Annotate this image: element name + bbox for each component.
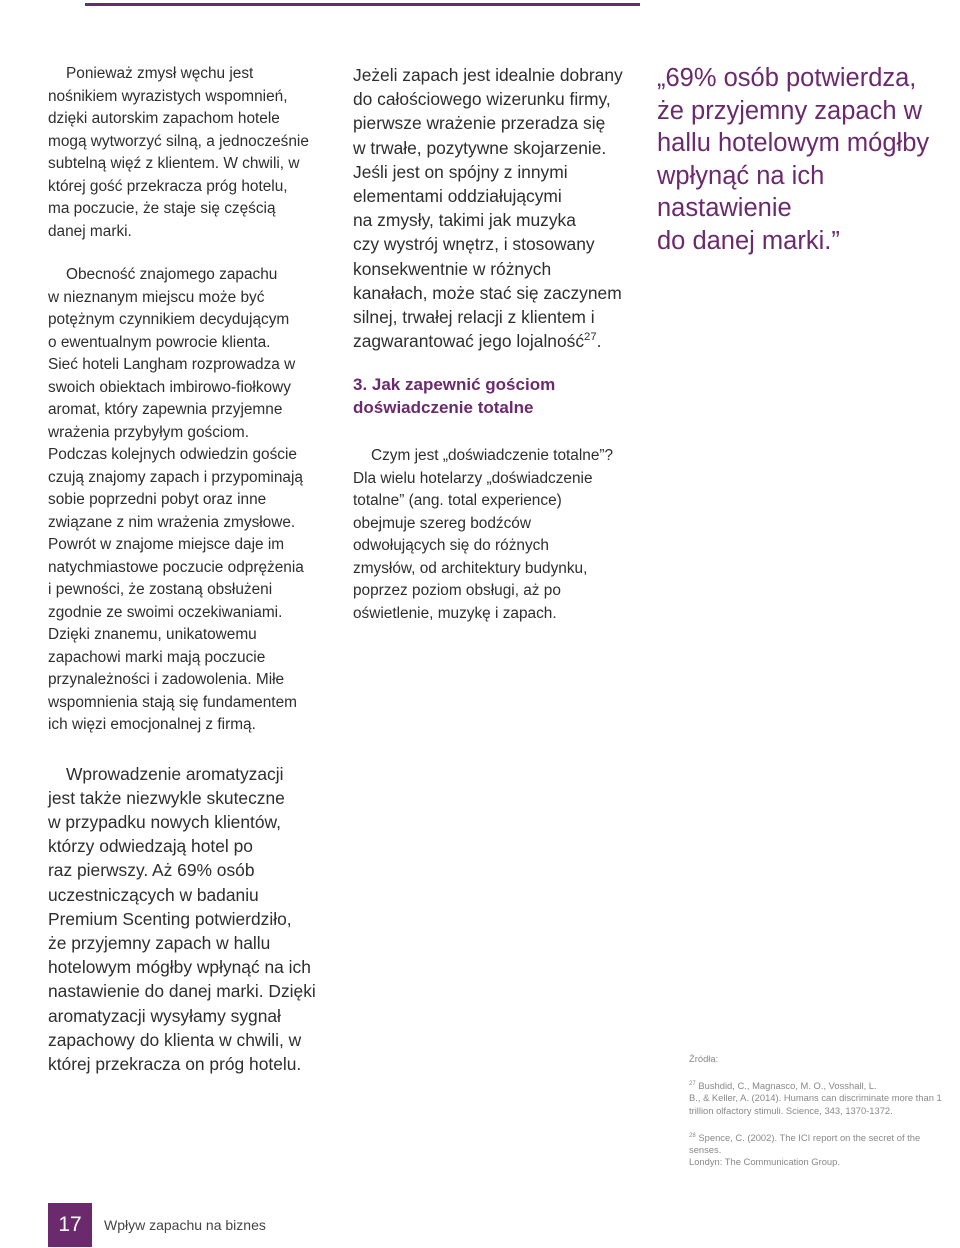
middle-paragraph-2: Czym jest „doświadczenie totalne”? Dla wielu hotelarzy „doświadczenie totalne” (ang. total experience) obejmuje szereg bodźców odwołujących się do różnych zmysłów, od architektury budynku, poprzez poziom obsługi, aż po oświetlenie, muzykę i zapach. <box>353 447 614 622</box>
left-paragraph-3: Wprowadzenie aromatyzacji jest także niezwykle skuteczne w przypadku nowych klientów, którzy odwiedzają hotel po raz pierwszy. Aż 69% osób uczestniczących w badaniu Premium Scenting potwierdziło, że przyjemny zapach w hallu hotelowym mógłby wpłynąć na ich nastawienie do danej marki. Dzięki aromatyzacji wysyłamy sygnał zapachowy do klienta w chwili, w której przekracza on próg hotelu. <box>48 763 316 1074</box>
column-middle <box>353 63 653 625</box>
sources-label: Źródła: <box>689 1053 719 1064</box>
middle-paragraph-1-end: . <box>596 331 602 352</box>
page-number: 17 <box>58 1213 82 1236</box>
left-paragraph-1: Ponieważ zmysł węchu jest nośnikiem wyrazistych wspomnień, dzięki autorskim zapachom hotele mogą wytworzyć silną, a jednocześnie subtelną więź z klientem. W chwili, w której gość przekracza próg hotelu, ma poczucie, że staje się częścią danej marki. <box>48 65 309 240</box>
pull-quote-text: „69% osób potwierdza, że przyjemny zapach w hallu hotelowym mógłby wpłynąć na ich nastawienie do danej marki.” <box>657 64 930 255</box>
pull-quote <box>657 62 960 258</box>
page-number-box <box>48 1203 92 1247</box>
section-heading: 3. Jak zapewnić gościom doświadczenie totalne <box>353 375 556 417</box>
middle-paragraph-1 <box>353 63 653 353</box>
source-28-number: 28 <box>689 1131 696 1139</box>
source-27 <box>689 1080 954 1117</box>
source-28-text: Spence, C. (2002). The ICI report on the secret of the senses. Londyn: The Communication Group. <box>689 1131 921 1168</box>
source-28 <box>689 1132 954 1169</box>
footer-title: Wpływ zapachu na biznes <box>104 1217 266 1233</box>
footnote-ref-27: 27 <box>584 331 597 344</box>
left-paragraph-2: Obecność znajomego zapachu w nieznanym miejscu może być potężnym czynnikiem decydującym o ewentualnym powrocie klienta. Sieć hoteli Langham rozprowadza w swoich obiektach imbirowo-fiołkowy aromat, który zapewnia przyjemne wrażenia przybyłym gościom. Podczas kolejnych odwiedzin goście czują znajomy zapach i przypominają sobie poprzedni pobyt oraz inne związane z nim wrażenia zmysłowe. Powrót w znajome miejsce daje im natychmiastowe poczucie odprężenia i pewności, że zostaną obsłużeni zgodnie ze swoimi oczekiwaniami. Dzięki znanemu, unikatowemu zapachowi marki mają poczucie przynależności i zadowolenia. Miłe wspomnienia stają się fundamentem ich więzi emocjonalnej z firmą. <box>48 266 304 733</box>
source-27-number: 27 <box>689 1080 696 1088</box>
top-divider <box>85 3 640 6</box>
middle-paragraph-1-text: Jeżeli zapach jest idealnie dobrany do całościowego wizerunku firmy, pierwsze wrażenie przeradza się w trwałe, pozytywne skojarzenie. Jeśli jest on spójny z innymi elementami oddziałującymi na zmysły, takimi jak muzyka czy wystrój wnętrz, i stosowany konsekwentnie w różnych kanałach, może stać się zaczynem silnej, trwałej relacji z klientem i zagwarantować jego lojalność <box>353 65 623 352</box>
column-left <box>48 63 348 1076</box>
sources-block <box>689 1053 954 1168</box>
source-27-text: Bushdid, C., Magnasco, M. O., Vosshall, L. B., & Keller, A. (2014). Humans can discriminate more than 1 trillion olfactory stimuli. Science, 343, 1370-1372. <box>689 1080 942 1116</box>
